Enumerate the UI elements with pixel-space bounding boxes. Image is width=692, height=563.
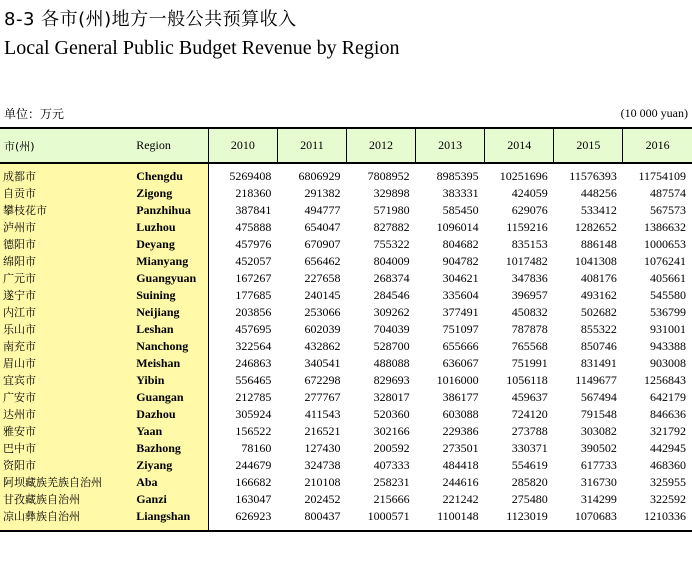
column-header-year: 2013 xyxy=(416,128,485,163)
revenue-value: 1096014 xyxy=(436,220,479,234)
revenue-value: 244616 xyxy=(442,475,479,489)
revenue-value: 7808952 xyxy=(367,169,410,183)
revenue-value: 831491 xyxy=(580,356,617,370)
region-name-cn: 攀枝花市 xyxy=(0,202,132,219)
revenue-value: 432862 xyxy=(304,339,341,353)
revenue-value: 273788 xyxy=(511,424,548,438)
revenue-value: 452057 xyxy=(235,254,272,268)
table-row xyxy=(0,202,692,219)
revenue-value: 554619 xyxy=(511,458,548,472)
revenue-value: 556465 xyxy=(235,373,272,387)
revenue-value: 424059 xyxy=(511,186,548,200)
revenue-table xyxy=(0,127,692,532)
revenue-value: 383331 xyxy=(442,186,479,200)
revenue-value: 484418 xyxy=(442,458,479,472)
column-header-region-en: Region xyxy=(132,128,208,163)
revenue-value: 1386632 xyxy=(644,220,686,234)
revenue-value: 755322 xyxy=(373,237,410,251)
page-title-chinese: 8-3 各市(州)地方一般公共预算收入 xyxy=(4,9,297,30)
region-name-cn: 泸州市 xyxy=(0,219,132,236)
revenue-value: 273501 xyxy=(442,441,479,455)
region-name-en: Luzhou xyxy=(132,219,208,236)
revenue-value: 488088 xyxy=(373,356,410,370)
region-name-en: Neijiang xyxy=(132,304,208,321)
page-title-english: Local General Public Budget Revenue by Region xyxy=(4,37,400,59)
revenue-value: 405661 xyxy=(650,271,686,285)
revenue-value: 629076 xyxy=(511,203,548,217)
revenue-value: 654047 xyxy=(304,220,341,234)
revenue-value: 212785 xyxy=(235,390,272,404)
region-name-en: Meishan xyxy=(132,355,208,372)
revenue-value: 475888 xyxy=(235,220,272,234)
revenue-value: 1100148 xyxy=(416,508,485,531)
revenue-value: 585450 xyxy=(442,203,479,217)
revenue-value: 390502 xyxy=(580,441,617,455)
revenue-value: 528700 xyxy=(373,339,410,353)
region-name-cn: 巴中市 xyxy=(0,440,132,457)
region-name-cn: 甘孜藏族自治州 xyxy=(0,491,132,508)
revenue-value: 302166 xyxy=(373,424,410,438)
revenue-value: 177685 xyxy=(235,288,272,302)
revenue-value: 324738 xyxy=(304,458,341,472)
revenue-value: 244679 xyxy=(235,458,272,472)
revenue-value: 457976 xyxy=(235,237,272,251)
revenue-value: 1159216 xyxy=(506,220,548,234)
table-row xyxy=(0,287,692,304)
revenue-value: 1076241 xyxy=(644,254,686,268)
revenue-value: 704039 xyxy=(373,322,410,336)
revenue-value: 765568 xyxy=(511,339,548,353)
revenue-value: 468360 xyxy=(650,458,686,472)
revenue-value: 886148 xyxy=(580,237,617,251)
revenue-value: 408176 xyxy=(580,271,617,285)
table-body xyxy=(0,163,692,531)
region-name-en: Yaan xyxy=(132,423,208,440)
region-name-en: Panzhihua xyxy=(132,202,208,219)
revenue-value: 502682 xyxy=(580,305,617,319)
revenue-value: 200592 xyxy=(373,441,410,455)
revenue-value: 626923 xyxy=(208,508,277,531)
region-name-en: Bazhong xyxy=(132,440,208,457)
revenue-value: 943388 xyxy=(650,339,686,353)
revenue-value: 215666 xyxy=(373,492,410,506)
revenue-value: 221242 xyxy=(442,492,479,506)
revenue-value: 724120 xyxy=(511,407,548,421)
revenue-value: 850746 xyxy=(580,339,617,353)
revenue-value: 284546 xyxy=(373,288,410,302)
revenue-value: 1016000 xyxy=(436,373,479,387)
region-name-en: Suining xyxy=(132,287,208,304)
table-row xyxy=(0,440,692,457)
revenue-value: 904782 xyxy=(442,254,479,268)
revenue-value: 5269408 xyxy=(229,169,272,183)
revenue-value: 166682 xyxy=(235,475,272,489)
revenue-value: 1149677 xyxy=(575,373,617,387)
table-row xyxy=(0,474,692,491)
revenue-value: 567573 xyxy=(650,203,686,217)
revenue-value: 377491 xyxy=(442,305,479,319)
revenue-value: 328017 xyxy=(373,390,410,404)
revenue-value: 218360 xyxy=(235,186,272,200)
revenue-value: 642179 xyxy=(650,390,686,404)
region-name-cn: 成都市 xyxy=(0,163,132,185)
revenue-value: 617733 xyxy=(580,458,617,472)
revenue-value: 321792 xyxy=(650,424,686,438)
revenue-value: 855322 xyxy=(580,322,617,336)
region-name-en: Aba xyxy=(132,474,208,491)
revenue-value: 1070683 xyxy=(554,508,623,531)
revenue-value: 1017482 xyxy=(505,254,548,268)
table-header-row xyxy=(0,128,692,163)
region-name-cn: 绵阳市 xyxy=(0,253,132,270)
region-name-en: Dazhou xyxy=(132,406,208,423)
table-row xyxy=(0,270,692,287)
revenue-value: 246863 xyxy=(235,356,272,370)
revenue-value: 227658 xyxy=(304,271,341,285)
revenue-value: 309262 xyxy=(373,305,410,319)
table-row xyxy=(0,372,692,389)
column-header-year: 2016 xyxy=(623,128,692,163)
revenue-value: 330371 xyxy=(511,441,548,455)
table-row xyxy=(0,253,692,270)
revenue-value: 672298 xyxy=(304,373,341,387)
revenue-value: 493162 xyxy=(580,288,617,302)
revenue-value: 655666 xyxy=(442,339,479,353)
revenue-value: 459637 xyxy=(511,390,548,404)
revenue-value: 78160 xyxy=(241,441,272,455)
revenue-value: 602039 xyxy=(304,322,341,336)
column-header-year: 2012 xyxy=(346,128,415,163)
revenue-value: 545580 xyxy=(650,288,686,302)
revenue-value: 800437 xyxy=(277,508,346,531)
region-name-cn: 阿坝藏族羌族自治州 xyxy=(0,474,132,491)
revenue-value: 387841 xyxy=(235,203,272,217)
table-row xyxy=(0,304,692,321)
revenue-value: 1000653 xyxy=(644,237,686,251)
table-row xyxy=(0,389,692,406)
revenue-value: 314299 xyxy=(580,492,617,506)
revenue-value: 603088 xyxy=(442,407,479,421)
revenue-value: 520360 xyxy=(373,407,410,421)
revenue-value: 396957 xyxy=(511,288,548,302)
revenue-value: 386177 xyxy=(442,390,479,404)
revenue-value: 636067 xyxy=(442,356,479,370)
revenue-value: 203856 xyxy=(235,305,272,319)
region-name-en: Zigong xyxy=(132,185,208,202)
table-row xyxy=(0,508,692,531)
table-row xyxy=(0,163,692,185)
revenue-value: 448256 xyxy=(580,186,617,200)
revenue-value: 11754109 xyxy=(638,169,686,183)
revenue-value: 791548 xyxy=(580,407,617,421)
revenue-value: 304621 xyxy=(442,271,479,285)
revenue-value: 1000571 xyxy=(346,508,415,531)
revenue-value: 450832 xyxy=(511,305,548,319)
revenue-value: 305924 xyxy=(235,407,272,421)
region-name-en: Guangan xyxy=(132,389,208,406)
revenue-value: 1041308 xyxy=(574,254,617,268)
revenue-value: 1282652 xyxy=(574,220,617,234)
table-row xyxy=(0,406,692,423)
revenue-value: 329898 xyxy=(373,186,410,200)
revenue-value: 829693 xyxy=(373,373,410,387)
revenue-value: 1256843 xyxy=(644,373,686,387)
revenue-value: 1056118 xyxy=(506,373,548,387)
revenue-value: 156522 xyxy=(235,424,272,438)
region-name-cn: 眉山市 xyxy=(0,355,132,372)
revenue-value: 275480 xyxy=(511,492,548,506)
region-name-cn: 资阳市 xyxy=(0,457,132,474)
revenue-value: 903008 xyxy=(650,356,686,370)
table-row xyxy=(0,338,692,355)
revenue-value: 322592 xyxy=(650,492,686,506)
region-name-cn: 凉山彝族自治州 xyxy=(0,508,132,531)
revenue-value: 827882 xyxy=(373,220,410,234)
revenue-value: 6806929 xyxy=(298,169,341,183)
revenue-value: 656462 xyxy=(304,254,341,268)
revenue-value: 567494 xyxy=(580,390,617,404)
column-header-year: 2015 xyxy=(554,128,623,163)
region-name-en: Yibin xyxy=(132,372,208,389)
table-row xyxy=(0,321,692,338)
revenue-value: 751097 xyxy=(442,322,479,336)
column-header-year: 2014 xyxy=(485,128,554,163)
region-name-en: Ziyang xyxy=(132,457,208,474)
revenue-value: 240145 xyxy=(304,288,341,302)
table-row xyxy=(0,423,692,440)
revenue-value: 216521 xyxy=(304,424,341,438)
revenue-value: 285820 xyxy=(511,475,548,489)
revenue-value: 229386 xyxy=(442,424,479,438)
revenue-value: 202452 xyxy=(304,492,341,506)
region-name-en: Nanchong xyxy=(132,338,208,355)
revenue-value: 268374 xyxy=(373,271,410,285)
revenue-value: 787878 xyxy=(511,322,548,336)
region-name-cn: 自贡市 xyxy=(0,185,132,202)
revenue-value: 258231 xyxy=(373,475,410,489)
revenue-value: 487574 xyxy=(650,186,686,200)
revenue-value: 670907 xyxy=(304,237,341,251)
unit-label-chinese: 单位：万元 xyxy=(4,107,65,121)
column-header-year: 2011 xyxy=(277,128,346,163)
region-name-cn: 广元市 xyxy=(0,270,132,287)
revenue-value: 407333 xyxy=(373,458,410,472)
region-name-en: Ganzi xyxy=(132,491,208,508)
revenue-value: 316730 xyxy=(580,475,617,489)
table-row xyxy=(0,236,692,253)
table-row xyxy=(0,219,692,236)
region-name-cn: 乐山市 xyxy=(0,321,132,338)
revenue-value: 253066 xyxy=(304,305,341,319)
revenue-value: 11576393 xyxy=(569,169,617,183)
revenue-value: 835153 xyxy=(511,237,548,251)
region-name-cn: 达州市 xyxy=(0,406,132,423)
table-row xyxy=(0,355,692,372)
region-name-en: Leshan xyxy=(132,321,208,338)
revenue-value: 536799 xyxy=(650,305,686,319)
revenue-value: 804682 xyxy=(442,237,479,251)
region-name-cn: 德阳市 xyxy=(0,236,132,253)
revenue-value: 291382 xyxy=(304,186,341,200)
region-name-cn: 宜宾市 xyxy=(0,372,132,389)
revenue-value: 10251696 xyxy=(499,169,548,183)
table-row xyxy=(0,491,692,508)
revenue-value: 347836 xyxy=(511,271,548,285)
revenue-value: 846636 xyxy=(650,407,686,421)
revenue-value: 127430 xyxy=(304,441,341,455)
revenue-value: 340541 xyxy=(304,356,341,370)
region-name-cn: 南充市 xyxy=(0,338,132,355)
revenue-value: 1210336 xyxy=(623,508,692,531)
region-name-en: Guangyuan xyxy=(132,270,208,287)
revenue-value: 411543 xyxy=(304,407,341,421)
region-name-cn: 遂宁市 xyxy=(0,287,132,304)
table-row xyxy=(0,185,692,202)
revenue-value: 210108 xyxy=(304,475,341,489)
region-name-cn: 雅安市 xyxy=(0,423,132,440)
revenue-value: 8985395 xyxy=(436,169,479,183)
revenue-value: 322564 xyxy=(235,339,272,353)
revenue-value: 751991 xyxy=(511,356,548,370)
revenue-value: 303082 xyxy=(580,424,617,438)
region-name-en: Chengdu xyxy=(132,163,208,185)
unit-label-english: (10 000 yuan) xyxy=(620,106,688,120)
table-row xyxy=(0,457,692,474)
revenue-value: 457695 xyxy=(235,322,272,336)
revenue-value: 277767 xyxy=(304,390,341,404)
region-name-en: Mianyang xyxy=(132,253,208,270)
revenue-value: 494777 xyxy=(304,203,341,217)
column-header-year: 2010 xyxy=(208,128,277,163)
revenue-value: 163047 xyxy=(235,492,272,506)
revenue-value: 335604 xyxy=(442,288,479,302)
revenue-value: 533412 xyxy=(580,203,617,217)
revenue-value: 1123019 xyxy=(485,508,554,531)
revenue-value: 325955 xyxy=(650,475,686,489)
revenue-value: 167267 xyxy=(235,271,272,285)
region-name-en: Deyang xyxy=(132,236,208,253)
revenue-value: 571980 xyxy=(373,203,410,217)
revenue-value: 804009 xyxy=(373,254,410,268)
column-header-region-cn: 市(州) xyxy=(0,128,132,163)
revenue-value: 442945 xyxy=(650,441,686,455)
region-name-cn: 内江市 xyxy=(0,304,132,321)
region-name-cn: 广安市 xyxy=(0,389,132,406)
region-name-en: Liangshan xyxy=(132,508,208,531)
revenue-value: 931001 xyxy=(650,322,686,336)
